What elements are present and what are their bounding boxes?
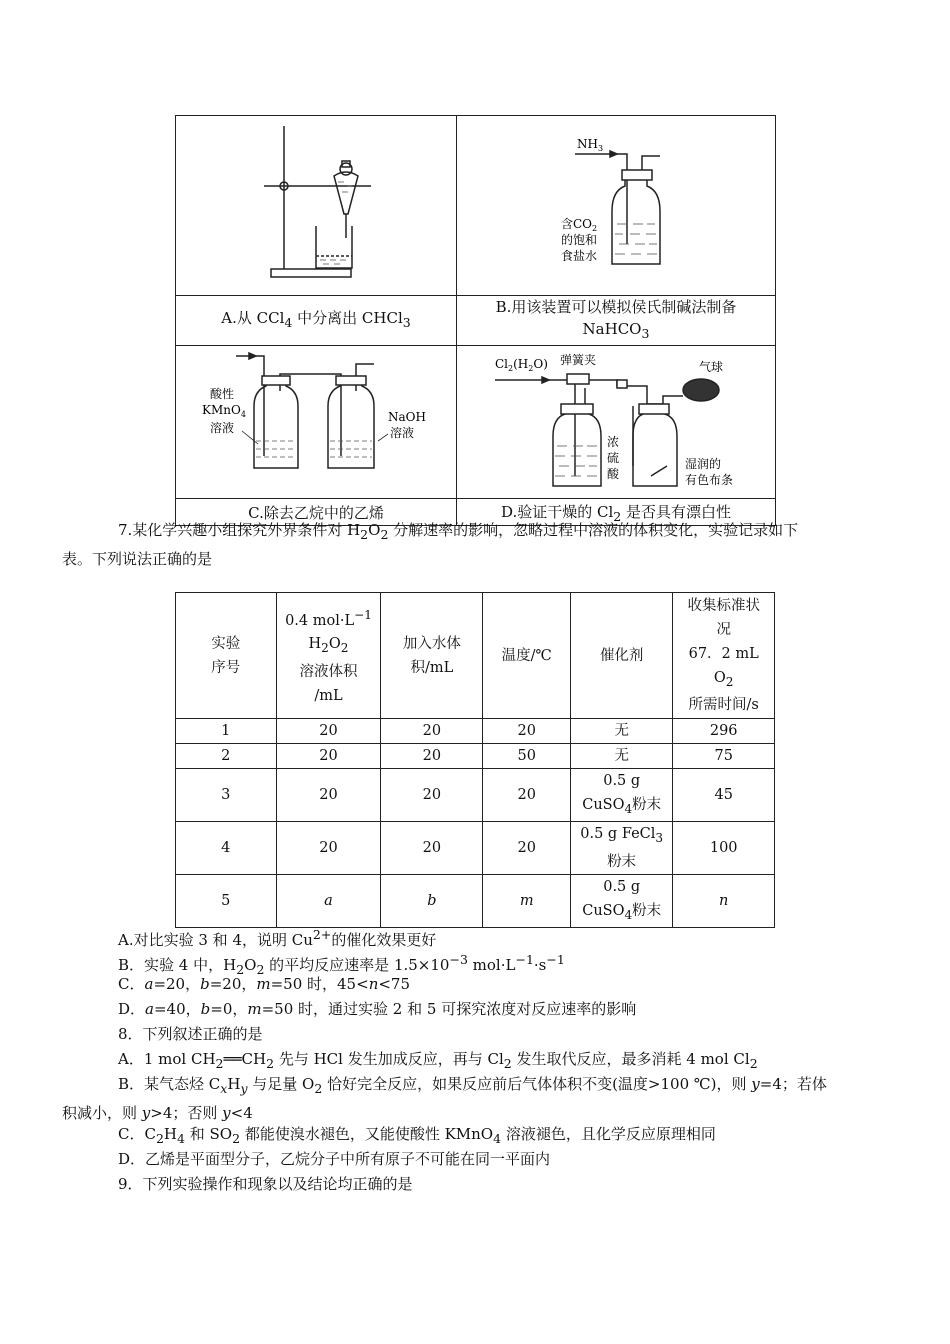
dry-chlorine-diagram bbox=[457, 346, 775, 494]
cell: 45 bbox=[673, 769, 775, 822]
figure-b bbox=[457, 116, 776, 296]
apparatus-table bbox=[175, 115, 776, 526]
kmno4-label-2: KMnO$_4$ bbox=[202, 403, 246, 419]
experiment-table bbox=[175, 592, 775, 928]
cell: 20 bbox=[381, 719, 483, 744]
cell: 20 bbox=[276, 719, 381, 744]
cell: 20 bbox=[483, 769, 571, 822]
q7-stem: 7.某化学兴趣小组探究外界条件对 $H_2O_2$ 分解速率的影响，忽略过程中溶液的体积变化，实验记录如下 表。下列说法正确的是 bbox=[62, 521, 799, 568]
q8-option-c: C．$C_2H_4$ 和 $SO_2$ 都能使溴水褪色，又能使酸性 KMnO$_4$ 溶液褪色，且化学反应原理相同 bbox=[118, 1125, 716, 1146]
cloth-label-2: 有色布条 bbox=[685, 473, 734, 487]
separatory-funnel-diagram bbox=[176, 116, 456, 291]
naoh-label-1: NaOH bbox=[388, 410, 426, 424]
cell: 1 bbox=[176, 719, 277, 744]
cell: 无 bbox=[570, 744, 672, 769]
cell: 20 bbox=[381, 821, 483, 874]
q8-stem: 8．下列叙述正确的是 bbox=[118, 1025, 263, 1043]
cell: n bbox=[673, 874, 775, 927]
table-row bbox=[176, 821, 775, 874]
cell: 100 bbox=[673, 821, 775, 874]
cell: 2 bbox=[176, 744, 277, 769]
cell: b bbox=[381, 874, 483, 927]
two-bottle-wash-diagram bbox=[176, 346, 456, 494]
acid-label-2: 硫 bbox=[607, 451, 620, 465]
header-temp: 温度/℃ bbox=[483, 593, 571, 719]
clip-label: 弹簧夹 bbox=[560, 353, 597, 367]
cell: 0.5 g FeCl$_3$ 粉末 bbox=[570, 821, 672, 874]
table-row bbox=[176, 874, 775, 927]
figure-c bbox=[176, 346, 457, 499]
header-volume: 0.4 $mol\cdot L^{-1}$ $H_2O_2$ 溶液体积 /mL bbox=[276, 593, 381, 719]
table-row bbox=[176, 719, 775, 744]
cell: 无 bbox=[570, 719, 672, 744]
cell: 20 bbox=[276, 821, 381, 874]
cell: m bbox=[483, 874, 571, 927]
figure-d bbox=[457, 346, 776, 499]
cell: 4 bbox=[176, 821, 277, 874]
acid-label-3: 酸 bbox=[607, 467, 620, 481]
cell: 0.5 g CuSO$_4$粉末 bbox=[570, 874, 672, 927]
cell: 20 bbox=[381, 769, 483, 822]
cell: 20 bbox=[381, 744, 483, 769]
cell: a bbox=[276, 874, 381, 927]
figure-a bbox=[176, 116, 457, 296]
cell: 0.5 g CuSO$_4$粉末 bbox=[570, 769, 672, 822]
cell: 5 bbox=[176, 874, 277, 927]
naoh-label-2: 溶液 bbox=[390, 426, 415, 440]
table-header-row bbox=[176, 593, 775, 719]
q7-option-d: D．a=40，b=0，m=50 时，通过实验 2 和 5 可探究浓度对反应速率的影响 bbox=[118, 1000, 637, 1018]
acid-label-1: 浓 bbox=[607, 435, 620, 449]
cell: 20 bbox=[483, 821, 571, 874]
gas-bottle-nh3-diagram bbox=[457, 116, 775, 291]
cell: 296 bbox=[673, 719, 775, 744]
q7-option-a: A.对比实验 3 和 4，说明 $Cu^{2+}$的催化效果更好 bbox=[118, 927, 437, 949]
cell: 20 bbox=[483, 719, 571, 744]
cell: 20 bbox=[276, 744, 381, 769]
kmno4-label-1: 酸性 bbox=[210, 387, 235, 401]
caption-b: B.用该装置可以模拟侯氏制碱法制备 NaHCO$_3$ bbox=[457, 296, 776, 346]
cl2-label: $Cl_2(H_2O)$ bbox=[495, 357, 548, 373]
table-row bbox=[176, 769, 775, 822]
cloth-label-1: 湿润的 bbox=[685, 457, 722, 471]
q7-option-b: B．实验 4 中，$H_2O_2$ 的平均反应速率是 $1.5\times 10^{-3}$ $mol\cdot L^{-1}\cdot s^{-1}$ bbox=[118, 952, 565, 977]
table-row bbox=[176, 744, 775, 769]
balloon-label: 气球 bbox=[699, 360, 724, 374]
q7-option-c: C．a=20，b=20，m=50 时，45<n<75 bbox=[118, 975, 411, 993]
caption-a: A.从 CCl$_4$ 中分离出 CHCl$_3$ bbox=[176, 296, 457, 346]
liquid-label-b3: 食盐水 bbox=[561, 249, 598, 263]
q8-option-b: B．某气态烃 $C_xH_y$ 与足量 $O_2$ 恰好完全反应，如果反应前后气体体积不变(温度>100 ℃)，则 y=4；若体 积减小，则 y>4；否则 y<4 bbox=[62, 1075, 827, 1122]
liquid-label-b2: 的饱和 bbox=[561, 233, 598, 247]
q8-option-a: A．1 mol $CH_2══CH_2$ 先与 HCl 发生加成反应，再与 $Cl_2$ 发生取代反应，最多消耗 4 mol $Cl_2$ bbox=[118, 1050, 758, 1071]
cell: 50 bbox=[483, 744, 571, 769]
cell: 75 bbox=[673, 744, 775, 769]
q9-stem: 9．下列实验操作和现象以及结论均正确的是 bbox=[118, 1175, 413, 1193]
header-time: 收集标准状 况 67．2 mL $O_2$ 所需时间/s bbox=[673, 593, 775, 719]
cell: 3 bbox=[176, 769, 277, 822]
caption-c: C.除去乙烷中的乙烯 bbox=[176, 499, 457, 526]
header-no: 实验 序号 bbox=[176, 593, 277, 719]
header-catalyst: 催化剂 bbox=[570, 593, 672, 719]
q8-option-d: D．乙烯是平面型分子，乙烷分子中所有原子不可能在同一平面内 bbox=[118, 1150, 551, 1168]
nh3-label: $NH_3$ bbox=[577, 137, 604, 153]
kmno4-label-3: 溶液 bbox=[210, 421, 235, 435]
liquid-label-b1: 含$CO_2$ bbox=[561, 217, 598, 233]
cell: 20 bbox=[276, 769, 381, 822]
caption-d: D.验证干燥的 $Cl_2$ 是否具有漂白性 bbox=[457, 499, 776, 526]
header-water: 加入水体 积/mL bbox=[381, 593, 483, 719]
